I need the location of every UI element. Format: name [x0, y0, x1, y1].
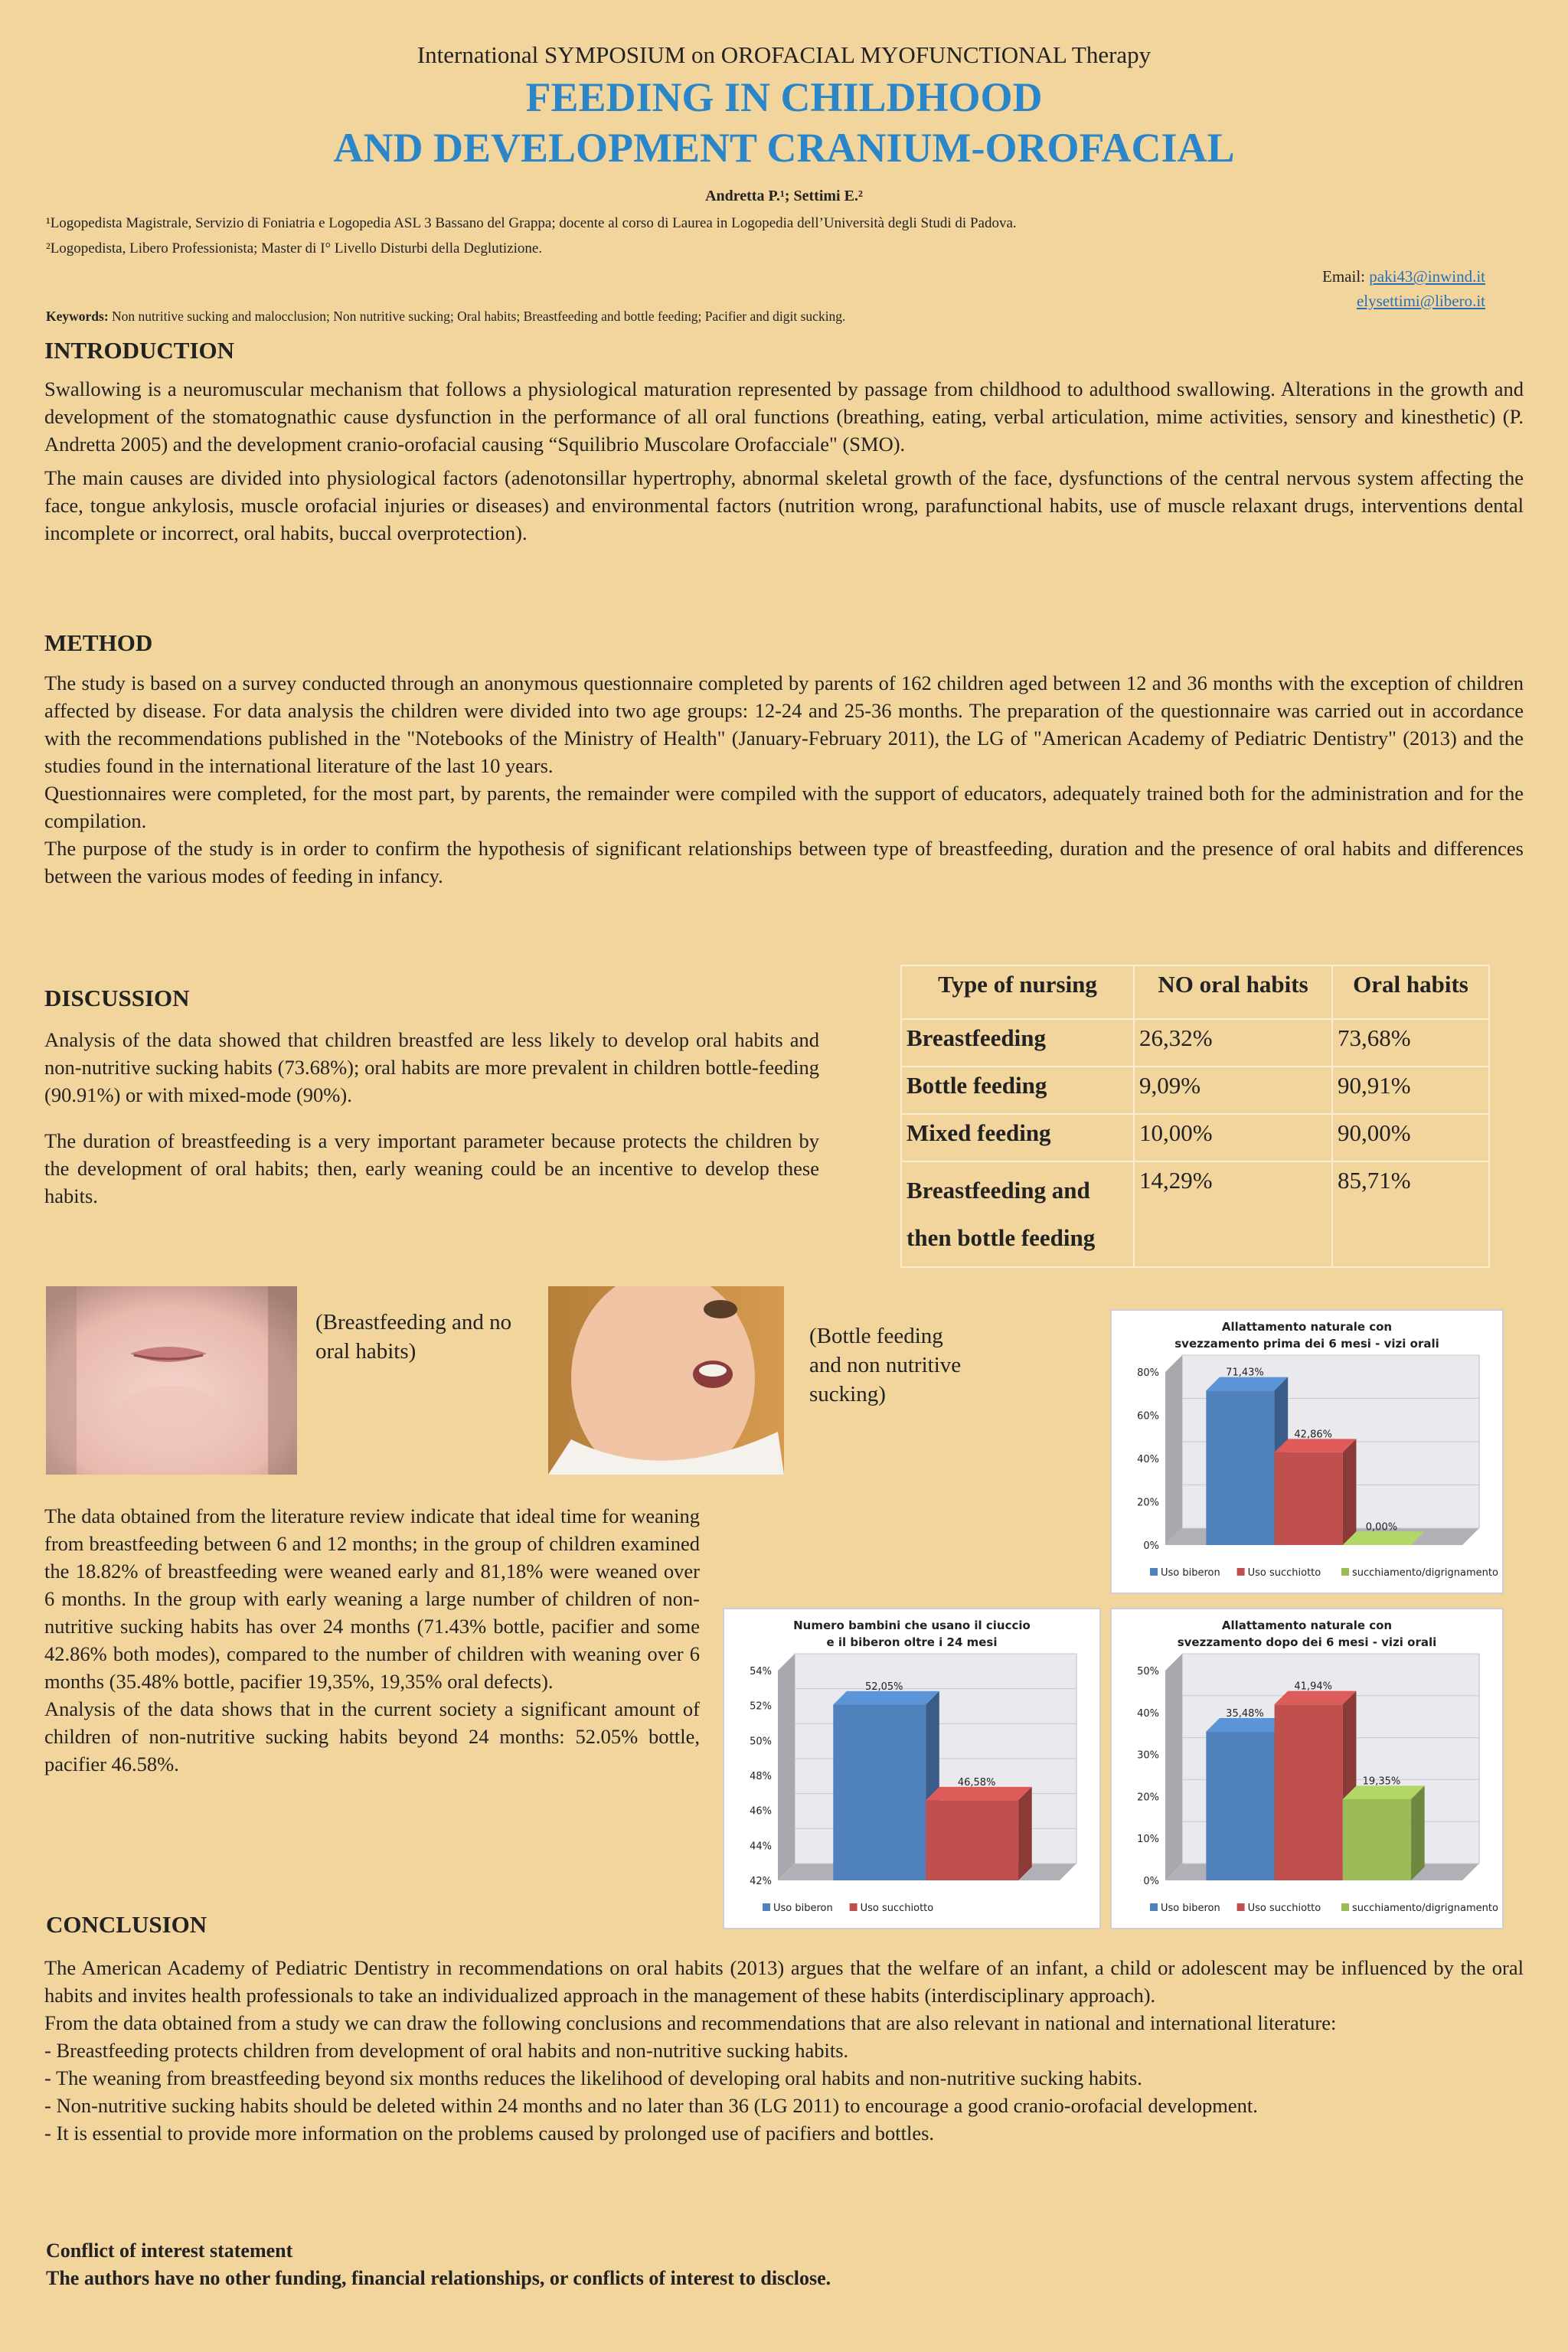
chart-tick-label: 20% [1137, 1497, 1159, 1509]
chart-over-24-months [723, 1608, 1101, 1929]
chart-bar-1 [1206, 1732, 1274, 1880]
method-body [44, 669, 1524, 890]
discussion-body-bottom [44, 1502, 700, 1778]
chart-bar-side-3 [1411, 1785, 1425, 1880]
photo-breastfed-child [46, 1286, 297, 1475]
discussion-p3: The data obtained from the literature review indicate that ideal time for weaning from breastfeeding between 6 and 12 months; in the group of children examined the 18.82% of breastfeeding were weaned early and 81,18% were weaned over 6 months. In the group with early weaning a large number of children of non-nutritive sucking habits has over 24 months (71.43% bottle, pacifier and some 42.86% both modes), compared to the number of children with weaning over 6 months (35.48% bottle, pacifier 19,35%, 19,35% oral defects). [44, 1504, 700, 1693]
chart-bar-top-3 [1343, 1785, 1425, 1799]
chart-data-label: 46,58% [957, 1776, 996, 1788]
chart-bar-top-2 [1275, 1439, 1357, 1452]
chart-side-wall [1165, 1654, 1182, 1880]
chart-legend-label: succhiamento/digrignamento [1352, 1567, 1498, 1579]
chart-bar-side-2 [1343, 1439, 1357, 1545]
table-row [901, 1067, 1489, 1114]
discussion-body-top [44, 1026, 819, 1210]
chart-early-weaning-svg [1112, 1311, 1502, 1592]
chart-side-wall [778, 1654, 795, 1880]
method-p3: The purpose of the study is in order to confirm the hypothesis of significant relationships between type of breastfeeding, duration and the presence of oral habits and differences between the various modes of feeding in infancy. [44, 837, 1524, 887]
chart-early-weaning [1110, 1309, 1504, 1594]
chart-data-label: 41,94% [1294, 1681, 1332, 1693]
conclusion-p2: From the data obtained from a study we can draw the following conclusions and recommendations that are also relevant in national and international literature: [44, 2011, 1337, 2034]
chart-tick-label: 50% [1137, 1666, 1159, 1677]
chart-legend-label: Uso succhiotto [1247, 1903, 1321, 1914]
chart-bar-2 [1275, 1704, 1343, 1880]
caption-bottle-feeding: (Bottle feeding and non nutritive sucking) [809, 1324, 962, 1406]
table-header-habits: Oral habits [1332, 965, 1489, 1019]
table-cell-yes: 85,71% [1332, 1161, 1489, 1267]
keywords-text: Non nutritive sucking and malocclusion; Non nutritive sucking; Oral habits; Breastfeeding and bottle feeding; Pacifier and digit sucking. [108, 309, 846, 324]
chart-tick-label: 48% [750, 1771, 772, 1782]
chart-title: svezzamento prima dei 6 mesi - vizi orali [1174, 1337, 1439, 1351]
chart-legend-label: Uso succhiotto [1247, 1567, 1321, 1579]
method-p2: Questionnaires were completed, for the most part, by parents, the remainder were compiled with the support of educators, adequately trained both for the administration and for the compilation. [44, 782, 1524, 832]
chart-late-weaning-svg [1112, 1609, 1502, 1928]
table-cell-type: Breastfeeding and then bottle feeding [901, 1161, 1134, 1267]
caption-breastfeeding: (Breastfeeding and no oral habits) [315, 1310, 512, 1364]
chart-bar-top-1 [1206, 1377, 1288, 1391]
symposium-line: International SYMPOSIUM on OROFACIAL MYOFUNCTIONAL Therapy [416, 41, 1152, 68]
discussion-p1: Analysis of the data showed that children breastfed are less likely to develop oral habits and non-nutritive sucking habits (73.68%); oral habits are more prevalent in children bottle-feeding (90.91%) or with mixed-mode (90%). [44, 1028, 819, 1106]
chart-data-label: 19,35% [1362, 1775, 1401, 1788]
chart-bar-2 [1275, 1452, 1343, 1545]
chart-title: Allattamento naturale con [1221, 1619, 1393, 1632]
chart-legend-label: Uso biberon [1161, 1567, 1220, 1579]
conclusion-bullet-1: - Breastfeeding protects children from development of oral habits and non-nutritive sucking habits. [44, 2039, 849, 2062]
chart-data-label: 52,05% [864, 1681, 903, 1693]
chart-legend-swatch [1237, 1903, 1245, 1911]
introduction-p1: Swallowing is a neuromuscular mechanism that follows a physiological maturation represented by passage from childhood to adulthood swallowing. Alterations in the growth and development of the stomatognathic cause dysfunction in the performance of all oral functions (breathing, eating, verbal articulation, mime activities, sensory and kinesthetic) (P. Andretta 2005) and the development cranio-orofacial causing “Squilibrio Muscolare Orofacciale" (SMO). [44, 377, 1524, 456]
method-p1: The study is based on a survey conducted through an anonymous questionnaire completed by parents of 162 children aged between 12 and 36 months with the exception of children affected by disease. For data analysis the children were divided into two age groups: 12-24 and 25-36 months. The preparation of the questionnaire was carried out in accordance with the recommendations published in the "Notebooks of the Ministry of Health" (January-February 2011), the LG of "American Academy of Pediatric Dentistry" (2013) and the studies found in the international literature of the last 10 years. [44, 671, 1524, 777]
chart-legend-label: succhiamento/digrignamento [1352, 1903, 1498, 1914]
table-cell-type: Breastfeeding [901, 1019, 1134, 1067]
discussion-p4: Analysis of the data shows that in the current society a significant amount of children of non-nutritive sucking habits beyond 24 months: 52.05% bottle, pacifier 46.58%. [44, 1697, 700, 1775]
chart-tick-label: 60% [1137, 1410, 1159, 1423]
conflict-statement [46, 2237, 831, 2292]
conclusion-bullet-3: - Non-nutritive sucking habits should be deleted within 24 months and no later than 36 (LG 2011) to encourage a good cranio-orofacial development. [44, 2094, 1258, 2117]
chart-tick-label: 20% [1137, 1792, 1159, 1804]
chart-legend-swatch [1237, 1568, 1245, 1576]
table-header-type: Type of nursing [901, 965, 1134, 1019]
chart-data-label: 0,00% [1365, 1521, 1398, 1534]
table-cell-yes: 73,68% [1332, 1019, 1489, 1067]
email-block [1322, 264, 1485, 313]
table-cell-yes: 90,91% [1332, 1067, 1489, 1114]
table-cell-type: Mixed feeding [901, 1114, 1134, 1161]
chart-tick-label: 42% [750, 1876, 772, 1887]
table-cell-yes: 90,00% [1332, 1114, 1489, 1161]
chart-tick-label: 40% [1137, 1707, 1159, 1720]
chart-bar-top-2 [1275, 1691, 1357, 1705]
table-cell-no: 10,00% [1134, 1114, 1332, 1161]
chart-tick-label: 52% [750, 1700, 772, 1713]
table-cell-no: 26,32% [1134, 1019, 1332, 1067]
chart-legend-label: Uso succhiotto [860, 1903, 934, 1914]
conclusion-body [44, 1954, 1524, 2147]
chart-over-24-months-svg [724, 1609, 1099, 1928]
table-row [901, 1161, 1489, 1267]
table-cell-type: Bottle feeding [901, 1067, 1134, 1114]
chart-bar-top-2 [926, 1787, 1032, 1801]
chart-tick-label: 46% [750, 1805, 772, 1818]
table-header-no-habits: NO oral habits [1134, 965, 1332, 1019]
conclusion-bullet-4: - It is essential to provide more information on the problems caused by prolonged use of pacifiers and bottles. [44, 2122, 935, 2145]
chart-bar-2 [926, 1800, 1018, 1880]
chart-data-label: 42,86% [1294, 1429, 1332, 1441]
chart-tick-label: 50% [750, 1736, 772, 1748]
poster-title-line2: AND DEVELOPMENT CRANIUM-OROFACIAL [333, 125, 1235, 171]
conclusion-p1: The American Academy of Pediatric Dentistry in recommendations on oral habits (2013) argues that the welfare of an infant, a child or adolescent may be influenced by the oral habits and invites health professionals to take an individualized approach in the management of these habits (interdisciplinary approach). [44, 1956, 1524, 2007]
introduction-heading: INTRODUCTION [44, 337, 235, 364]
chart-legend-label: Uso biberon [1161, 1903, 1220, 1914]
chart-data-label: 35,48% [1226, 1707, 1264, 1720]
chart-bar-top-3 [1343, 1531, 1425, 1545]
table-header-row [901, 965, 1489, 1019]
photo-bottlefed-child [548, 1286, 784, 1475]
chart-title: svezzamento dopo dei 6 mesi - vizi orali [1177, 1635, 1437, 1649]
chart-legend-swatch [1150, 1903, 1158, 1911]
authors: Andretta P.¹; Settimi E.² [705, 188, 863, 204]
affiliation-1: ¹Logopedista Magistrale, Servizio di Foniatria e Logopedia ASL 3 Bassano del Grappa; docente al corso di Laurea in Logopedia dell’Università degli Studi di Padova. [46, 215, 1017, 231]
chart-tick-label: 54% [750, 1666, 772, 1677]
table-row [901, 1019, 1489, 1067]
chart-legend-swatch [1341, 1568, 1349, 1576]
chart-legend-label: Uso biberon [773, 1903, 833, 1914]
conclusion-bullet-2: - The weaning from breastfeeding beyond six months reduces the likelihood of developing oral habits and non-nutritive sucking habits. [44, 2066, 1142, 2089]
email-link-1[interactable]: paki43@inwind.it [1369, 267, 1485, 286]
conflict-text: The authors have no other funding, financial relationships, or conflicts of interest to disclose. [46, 2267, 831, 2289]
introduction-body [44, 375, 1524, 547]
chart-tick-label: 44% [750, 1841, 772, 1853]
chart-tick-label: 40% [1137, 1454, 1159, 1465]
chart-bar-top-1 [833, 1691, 939, 1705]
chart-legend-swatch [850, 1903, 858, 1911]
method-heading: METHOD [44, 629, 153, 656]
discussion-heading: DISCUSSION [44, 985, 190, 1011]
discussion-p2: The duration of breastfeeding is a very important parameter because protects the children by the development of oral habits; then, early weaning could be an incentive to develop these habits. [44, 1129, 819, 1207]
keywords-label: Keywords: [46, 309, 109, 324]
chart-legend-swatch [1341, 1903, 1349, 1911]
chart-tick-label: 10% [1137, 1834, 1159, 1846]
introduction-p2: The main causes are divided into physiological factors (adenotonsillar hypertrophy, abnormal skeletal growth of the face, dysfunctions of the central nervous system affecting the face, tongue ankylosis, muscle orofacial injuries or diseases) and environmental factors (nutrition wrong, parafunctional habits, use of muscle relaxant drugs, interventions dental incomplete or incorrect, oral habits, buccal overprotection). [44, 466, 1524, 544]
poster-title-line1: FEEDING IN CHILDHOOD [525, 74, 1043, 120]
chart-tick-label: 0% [1143, 1876, 1159, 1887]
chart-tick-label: 30% [1137, 1749, 1159, 1762]
conflict-heading: Conflict of interest statement [46, 2239, 293, 2262]
chart-bar-1 [1206, 1390, 1274, 1545]
email-label: Email: [1322, 267, 1370, 286]
keywords [46, 309, 845, 325]
nursing-table [900, 965, 1490, 1268]
table-row [901, 1114, 1489, 1161]
chart-legend-swatch [1150, 1568, 1158, 1576]
conclusion-heading: CONCLUSION [46, 1911, 207, 1938]
chart-bar-1 [833, 1705, 926, 1880]
chart-title: Numero bambini che usano il ciuccio [793, 1619, 1031, 1632]
chart-tick-label: 80% [1137, 1367, 1159, 1379]
chart-bar-3 [1343, 1799, 1411, 1880]
chart-tick-label: 0% [1143, 1540, 1159, 1552]
chart-data-label: 71,43% [1226, 1367, 1264, 1379]
email-link-2[interactable]: elysettimi@libero.it [1356, 292, 1485, 310]
table-cell-no: 14,29% [1134, 1161, 1332, 1267]
chart-side-wall [1165, 1355, 1182, 1545]
table-cell-no: 9,09% [1134, 1067, 1332, 1114]
chart-bar-side-2 [1018, 1787, 1032, 1880]
chart-title: e il biberon oltre i 24 mesi [826, 1635, 998, 1649]
chart-late-weaning [1110, 1608, 1504, 1929]
chart-title: Allattamento naturale con [1221, 1320, 1393, 1334]
chart-legend-swatch [763, 1903, 770, 1911]
affiliation-2: ²Logopedista, Libero Professionista; Master di I° Livello Disturbi della Deglutizione. [46, 240, 543, 256]
